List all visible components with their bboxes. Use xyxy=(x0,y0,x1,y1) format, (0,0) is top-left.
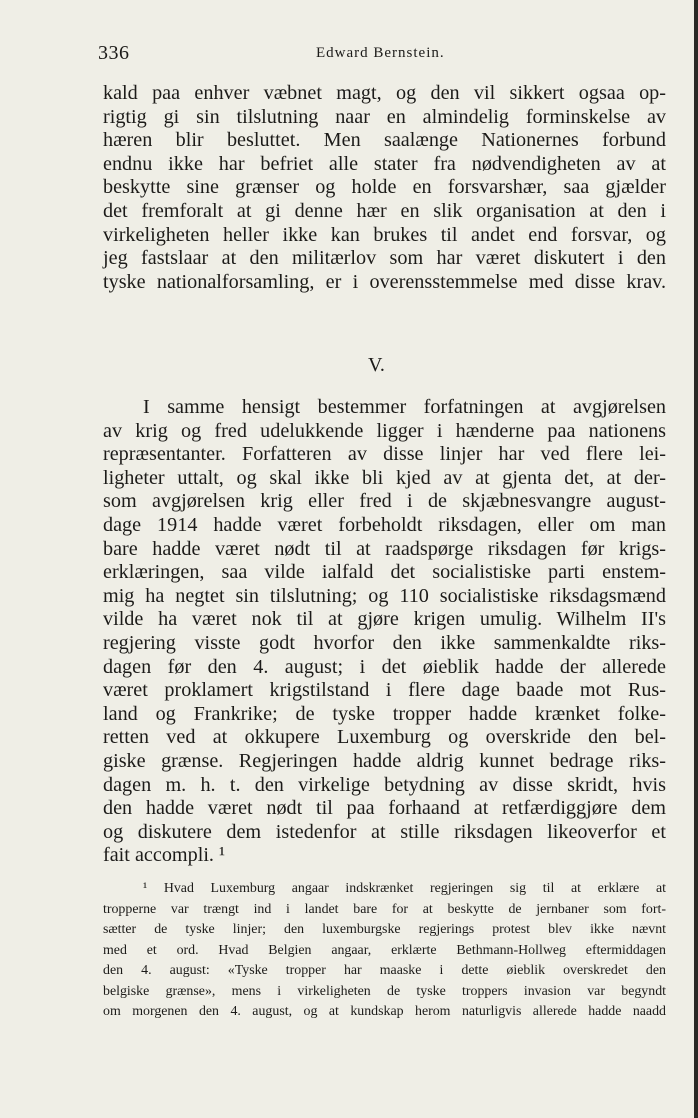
footnote-line: sætter de tyske linjer; den luxemburgske regjerings protest blev ikke nævnt xyxy=(103,922,666,937)
text-line: mig ha negtet sin tilslutning; og 110 socialistiske riksdagsmænd xyxy=(103,584,666,607)
footnote-line: ¹ Hvad Luxemburg angaar indskrænket regjeringen sig til at erklære at xyxy=(143,881,666,896)
text-line: hæren blir besluttet. Men saalænge Nationernes forbund xyxy=(103,129,666,152)
text-line: som avgjørelsen krig eller fred i de skjæbnesvangre august- xyxy=(103,490,666,513)
text-line: regjering visste godt hvorfor den ikke sammenkaldte riks- xyxy=(103,631,666,654)
page-number: 336 xyxy=(98,42,130,64)
text-line: giske grænse. Regjeringen hadde aldrig kunnet bedrage riks- xyxy=(103,749,666,772)
footnote-line: om morgenen den 4. august, og at kundskap herom naturligvis allerede hadde naadd xyxy=(103,1004,666,1019)
text-line: bare hadde været nødt til at raadspørge riksdagen før krigs- xyxy=(103,537,666,560)
text-line: dagen før den 4. august; i det øieblik hadde der allerede xyxy=(103,655,666,678)
text-line: virkeligheten heller ikke kan brukes til andet end forsvar, og xyxy=(103,223,666,246)
text-line: fait accompli. ¹ xyxy=(103,844,226,867)
text-line: av krig og fred udelukkende ligger i hænderne paa nationens xyxy=(103,419,666,442)
text-line: tyske nationalforsamling, er i overensstemmelse med disse krav. xyxy=(103,270,666,293)
text-line: og diskutere dem istedenfor at stille riksdagen likeoverfor et xyxy=(103,820,666,843)
text-line: ligheter uttalt, og skal ikke bli kjed av at gjenta det, at der- xyxy=(103,466,666,489)
running-head xyxy=(98,42,668,66)
footnote-line: tropperne var trængt ind i landet bare for at beskytte de jernbaner som fort- xyxy=(103,901,666,917)
text-line: det fremforalt at gi denne hær en slik organisation at den i xyxy=(103,199,666,222)
text-line: kald paa enhver væbnet magt, og den vil sikkert ogsaa op- xyxy=(103,82,666,104)
text-line: beskytte sine grænser og holde en forsvarshær, saa gjælder xyxy=(103,176,666,199)
footnote-line: den 4. august: «Tyske tropper har maaske i dette øieblik overskredet den xyxy=(103,963,666,978)
section-heading: V. xyxy=(368,354,385,376)
text-line: dage 1914 hadde været forbeholdt riksdagen, eller om man xyxy=(103,513,666,536)
footnotes xyxy=(103,879,666,1023)
footnote-line: belgiske grænse», mens i virkeligheten de tyske troppers invasion var begyndt xyxy=(103,983,666,999)
paragraph-1 xyxy=(103,82,666,294)
text-line: dagen m. h. t. den virkelige betydning av disse skridt, hvis xyxy=(103,773,666,796)
text-line: I samme hensigt bestemmer forfatningen at avgjørelsen xyxy=(143,396,666,418)
text-line: retten ved at okkupere Luxemburg og overskride den bel- xyxy=(103,726,666,749)
text-line: rigtig gi sin tilslutning naar en almindelig forminskelse av xyxy=(103,105,666,128)
text-line: repræsentanter. Forfatteren av disse linjer har ved flere lei- xyxy=(103,443,666,466)
footnote-line: med et ord. Hvad Belgien angaar, erklærte Bethmann-Hollweg eftermiddagen xyxy=(103,942,666,958)
page-edge-shadow xyxy=(694,0,698,1118)
text-line: den hadde været nødt til paa forhaand at retfærdiggjøre dem xyxy=(103,797,666,820)
running-title: Edward Bernstein. xyxy=(316,45,445,61)
text-line: vilde ha været nok til at gjøre krigen umulig. Wilhelm II's xyxy=(103,608,666,631)
text-line: land og Frankrike; de tyske tropper hadde krænket folke- xyxy=(103,702,666,725)
text-line: jeg fastslaar at den militærlov som har været diskutert i den xyxy=(103,247,666,270)
paragraph-2 xyxy=(103,396,666,868)
text-line: været proklamert krigstilstand i flere dage baade mot Rus- xyxy=(103,679,666,702)
text-line: endnu ikke har befriet alle stater fra nødvendigheten av at xyxy=(103,152,666,175)
text-line: erklæringen, saa vilde ialfald det socialistiske parti enstem- xyxy=(103,561,666,584)
